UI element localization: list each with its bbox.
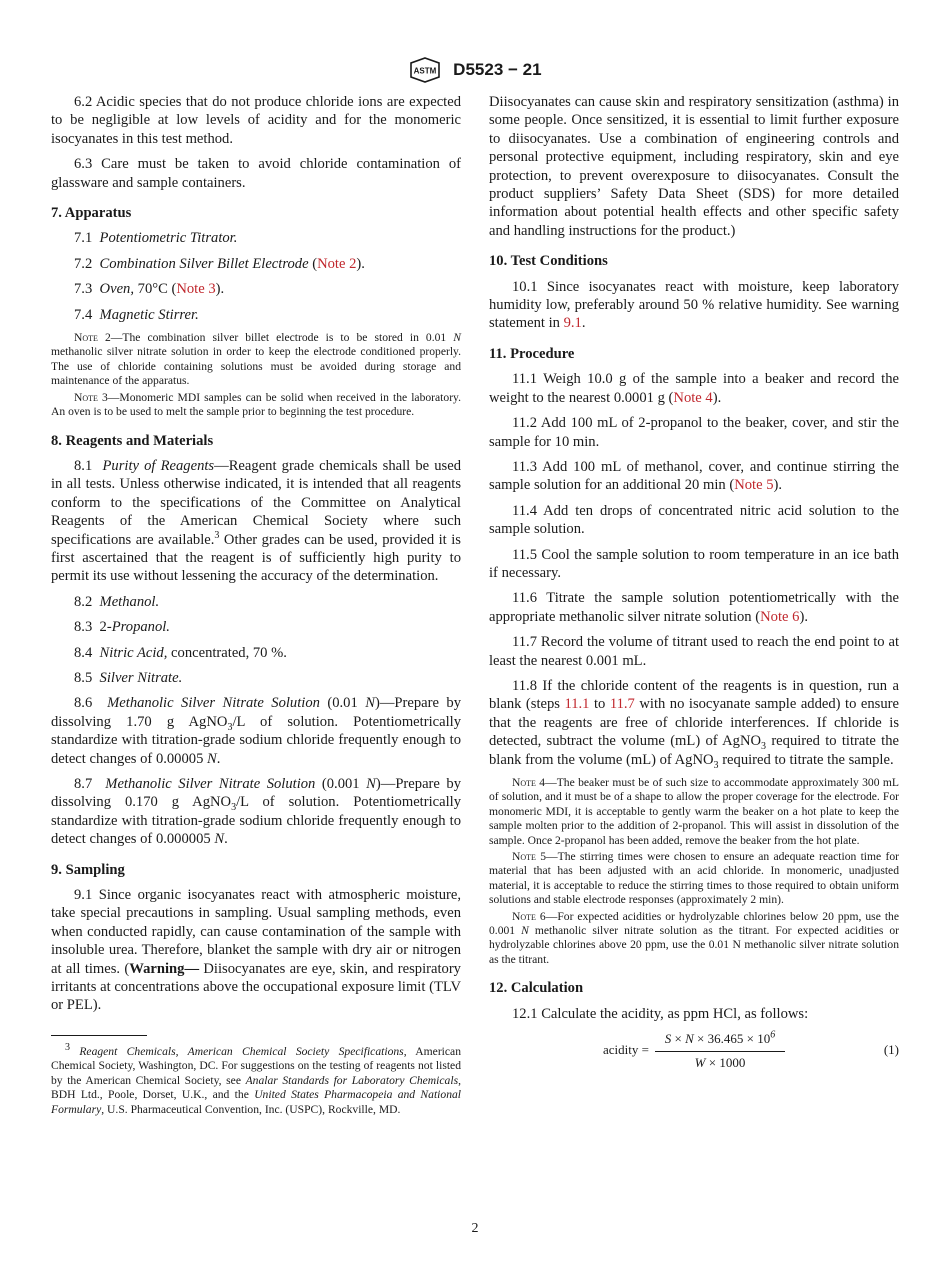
para-6-3: 6.3 Care must be taken to avoid chloride contamination of glassware and sample containers. xyxy=(51,156,461,191)
note-6: Note 6—For expected acidities or hydrolyzable chlorines below 20 ppm, use the 0.001 N methanolic silver nitrate solution as the titrant. For expected acidities or hydrolyzable chlorines above 20 ppm, use the 0.01 N methanolic silver nitrate solution as the titrant. xyxy=(489,909,900,966)
link-11-7[interactable]: 11.7 xyxy=(609,696,635,713)
left-column xyxy=(51,93,461,1117)
right-column xyxy=(489,93,899,1070)
para-11-8: 11.8 If the chloride content of the reagents is in question, run a blank (steps 11.1 to 11.7 with no isocyanate sample added) to ensure that the reagents are free of chloride interferences. If chloride is detected, subtract the volume (mL) of AgNO$_3$ required to titrate the blank from the volume (mL) of AgNO$_3$ required to titrate the sample. xyxy=(489,677,900,771)
svg-text:ASTM: ASTM xyxy=(414,66,437,76)
para-11-1: 11.1 Weigh 10.0 g of the sample into a beaker and record the weight to the nearest 0.0001 g (Note 4). xyxy=(489,371,899,406)
heading-calculation: 12. Calculation xyxy=(489,980,584,997)
item-8-2: 8.2 Methanol. xyxy=(74,593,160,610)
para-11-4: 11.4 Add ten drops of concentrated nitric acid solution to the sample solution. xyxy=(489,502,899,538)
item-7-1: 7.1 Potentiometric Titrator. xyxy=(74,230,238,247)
para-11-3: 11.3 Add 100 mL of methanol, cover, and continue stirring the sample solution for an additional 20 min (Note 5). xyxy=(489,458,899,494)
footnote-3: $^3$ Reagent Chemicals, American Chemical Society Specifications, American Chemical Society, Washington, DC. For suggestions on the testing of reagents not listed by the American Chemical Society, see Analar Standards for Laboratory Chemicals, BDH Ltd., Poole, Dorset, U.K., and the United States Pharmacopeia and National Formulary, U.S. Pharmaceutical Convention, Inc. (USPC), Rockville, MD. xyxy=(51,1042,462,1116)
link-note-2[interactable]: Note 2 xyxy=(317,255,357,272)
item-7-3: 7.3 Oven, 70°C (Note 3). xyxy=(74,281,225,298)
link-note-3[interactable]: Note 3 xyxy=(176,281,216,298)
page-number: 2 xyxy=(471,1221,479,1236)
link-note-5[interactable]: Note 5 xyxy=(734,477,774,494)
para-8-7: 8.7 Methanolic Silver Nitrate Solution (0.001 N)—Prepare by dissolving 0.170 g AgNO$_3$/L of solution. Potentiometrically standardize with titration-grade sodium chloride frequently enough to detect changes of 0.000005 N. xyxy=(51,776,461,848)
link-11-1[interactable]: 11.1 xyxy=(564,696,590,713)
heading-procedure: 11. Procedure xyxy=(489,345,575,362)
document-id: D5523 − 21 xyxy=(453,60,542,79)
equation-lhs: acidity = xyxy=(603,1042,649,1058)
para-8-1: 8.1 Purity of Reagents—Reagent grade chemicals shall be used in all tests. Unless otherwise indicated, it is intended that all reagents conform to the specifications of the Committee on Analytical Reagents of the American Chemical Society where such specifications are available.$^3$ Other grades can be used, provided it is first ascertained that the reagent is of sufficiently high purity to permit its use without lessening the accuracy of the determination. xyxy=(51,457,462,585)
para-12-1: 12.1 Calculate the acidity, as ppm HCl, as follows: xyxy=(512,1005,809,1022)
para-9-1: 9.1 Since organic isocyanates react with atmospheric moisture, take special precautions in sampling. Usual sampling methods, even when conducted rapidly, can cause contamination of the sample with insoluble urea. Therefore, blanket the sample with dry air or nitrogen at all times. (Warning— Diisocyanates are eye, skin, and respiratory irritants at concentrations above the occupational exposure limit (TLV or PEL). xyxy=(51,887,461,1014)
para-11-2: 11.2 Add 100 mL of 2-propanol to the beaker, cover, and stir the sample for 10 min. xyxy=(489,415,899,450)
equation-fraction xyxy=(655,1030,785,1072)
note-4: Note 4—The beaker must be of such size to accommodate approximately 300 mL of solution, and it must be of a shape to allow the proper coverage for the electrode. For monomeric MDI, it is acceptable to gently warm the beaker on a hot plate to keep the sample molten prior to the addition of 2-propanol. This will assist in dissolution of the sample. Once 2-propanol has been added, remove the beaker from the hot plate. xyxy=(489,776,900,847)
para-10-1: 10.1 Since isocyanates react with moisture, keep laboratory humidity low, preferably around 50 % relative humidity. See warning statement in 9.1. xyxy=(489,278,899,332)
para-11-7: 11.7 Record the volume of titrant used to reach the end point to at least the nearest 0.001 mL. xyxy=(489,634,899,669)
note-2: Note 2—The combination silver billet electrode is to be stored in 0.01 N methanolic silver nitrate solution in order to keep the electrode conditioned properly. The use of chloride containing solutions must be avoided during storage and maintenance of the apparatus. xyxy=(51,331,462,388)
note-3: Note 3—Monomeric MDI samples can be solid when received in the laboratory. An oven is to be used to melt the sample prior to beginning the test procedure. xyxy=(51,390,461,419)
equation-denominator: W × 1000 xyxy=(694,1054,746,1070)
page-header xyxy=(0,57,950,83)
item-7-2: 7.2 Combination Silver Billet Electrode (Note 2). xyxy=(74,255,365,272)
link-note-4[interactable]: Note 4 xyxy=(673,389,713,406)
item-8-5: 8.5 Silver Nitrate. xyxy=(74,669,183,686)
para-6-2: 6.2 Acidic species that do not produce chloride ions are expected to be negligible at low levels of acidity and for the monomeric isocyanates in this test method. xyxy=(51,94,461,147)
para-11-6: 11.6 Titrate the sample solution potentiometrically with the appropriate methanolic silver nitrate solution (Note 6). xyxy=(489,590,899,625)
heading-test-conditions: 10. Test Conditions xyxy=(489,253,608,270)
para-11-5: 11.5 Cool the sample solution to room temperature in an ice bath if necessary. xyxy=(489,546,899,581)
item-7-4: 7.4 Magnetic Stirrer. xyxy=(74,306,199,323)
para-9-1-continued: Diisocyanates can cause skin and respiratory sensitization (asthma) in some people. Once sensitized, it is essential to limit further exposure to diisocyanates. Use a combination of engineering controls and personal protective equipment, including respiratory, skin and eye protection, to prevent overexposure to diisocyanates. Consult the product suppliers’ Safety Data Sheet (SDS) for more detailed information about potential health effects and other specific safety and handling instructions for the product.) xyxy=(489,94,899,239)
equation-number: (1) xyxy=(883,1042,899,1058)
footnote-divider xyxy=(51,1035,147,1036)
para-8-6: 8.6 Methanolic Silver Nitrate Solution (0.01 N)—Prepare by dissolving 1.70 g AgNO$_3$/L of solution. Potentiometrically standardize with titration-grade sodium chloride frequently enough to detect changes of 0.00005 N. xyxy=(51,695,462,767)
link-9-1[interactable]: 9.1 xyxy=(563,315,582,332)
heading-reagents: 8. Reagents and Materials xyxy=(51,432,214,449)
item-8-3: 8.3 2-Propanol. xyxy=(74,619,170,636)
note-5: Note 5—The stirring times were chosen to ensure an adequate reaction time for material that has been adjusted with an acid chloride. In monomeric, unadjusted material, it is acceptable to reduce the stirring times to those required to obtain uniform solutions and stable electrode responses (approximately 2 min). xyxy=(489,850,900,907)
heading-sampling: 9. Sampling xyxy=(51,861,125,878)
heading-apparatus: 7. Apparatus xyxy=(51,205,132,222)
equation-acidity xyxy=(489,1030,899,1070)
link-note-6[interactable]: Note 6 xyxy=(760,608,800,625)
item-8-4: 8.4 Nitric Acid, concentrated, 70 %. xyxy=(74,644,287,661)
equation-numerator: $S \times N \times 36.465 \times 10^6$ xyxy=(655,1030,785,1051)
astm-logo-icon xyxy=(408,57,442,83)
